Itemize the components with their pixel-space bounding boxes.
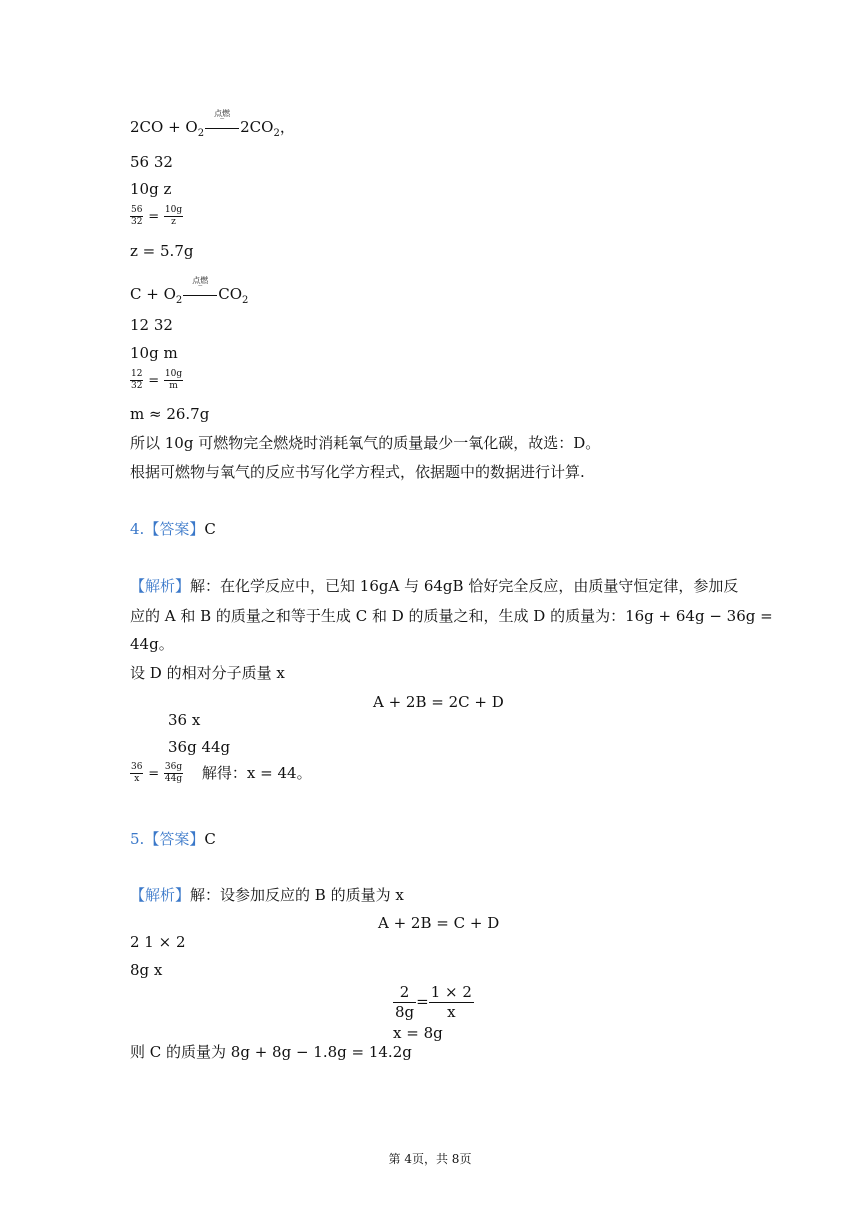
q5-row1: 2 1 × 2 xyxy=(130,933,186,951)
fraction: $\frac{10g}{m}$ xyxy=(164,369,183,391)
method-text: 根据可燃物与氧气的反应书写化学方程式，依据题中的数据进行计算. xyxy=(130,463,585,481)
equation-co: $2CO + O_2$ 点燃 ‾ $2CO_2$， xyxy=(130,109,295,139)
c-result: m ≈ 26.7g xyxy=(130,405,210,423)
c-mass-row: 12 32 xyxy=(130,316,173,334)
q5-answer-line: 5.【答案】C xyxy=(130,830,216,848)
page-footer: 第 4页，共 8页 xyxy=(388,1152,472,1166)
q4-setup: 设 D 的相对分子质量 x xyxy=(130,664,285,682)
fraction: $\frac{12}{32}$ xyxy=(131,369,143,391)
q5-proportion: $\frac{2}{8g}$ = $\frac{1 \times 2}{x}$ xyxy=(395,983,472,1021)
fraction: $\frac{1 \times 2}{x}$ xyxy=(430,983,472,1021)
q4-analysis-line3: 44g。 xyxy=(130,635,174,653)
q4-proportion: $\frac{36}{x}$ = $\frac{36g}{44g}$ 解得：x = 44。 xyxy=(131,762,312,784)
q4-equation: A + 2B = 2C + D xyxy=(373,693,504,711)
q4-answer-line: 4.【答案】C xyxy=(130,520,216,538)
q4-analysis-line1: 【解析】解：在化学反应中，已知 16gA 与 64gB 恰好完全反应，由质量守恒定律，参加反 xyxy=(130,577,739,595)
co-mass-row: 56 32 xyxy=(130,153,173,171)
q5-final: 则 C 的质量为 8g + 8g − 1.8g = 14.2g xyxy=(130,1043,412,1061)
q4-row2: 36g 44g xyxy=(168,738,231,756)
fraction: $\frac{36}{x}$ xyxy=(131,762,143,784)
co-proportion: $\frac{56}{32}$ = $\frac{10g}{z}$ xyxy=(131,205,183,227)
co-given-row: 10g z xyxy=(130,180,172,198)
fraction: $\frac{36g}{44g}$ xyxy=(164,762,183,784)
q5-equation: A + 2B = C + D xyxy=(378,914,500,932)
fraction: $\frac{10g}{z}$ xyxy=(164,205,183,227)
q5-result: x = 8g xyxy=(393,1024,443,1042)
equation-c: $C + O_2$ 点燃 ‾ $CO_2$ xyxy=(130,276,249,306)
q4-analysis-line2: 应的 A 和 B 的质量之和等于生成 C 和 D 的质量之和，生成 D 的质量为：16g + 64g − 36g = xyxy=(130,607,773,625)
reaction-arrow: 点燃 ‾ xyxy=(183,288,217,302)
c-proportion: $\frac{12}{32}$ = $\frac{10g}{m}$ xyxy=(131,369,183,391)
reaction-arrow: 点燃 ‾ xyxy=(205,121,239,135)
q4-row1: 36 x xyxy=(168,711,201,729)
fraction: $\frac{56}{32}$ xyxy=(131,205,143,227)
q5-row2: 8g x xyxy=(130,961,163,979)
q5-analysis-line1: 【解析】解：设参加反应的 B 的质量为 x xyxy=(130,886,404,904)
fraction: $\frac{2}{8g}$ xyxy=(395,983,415,1021)
conclusion-text: 所以 10g 可燃物完全燃烧时消耗氧气的质量最少一氧化碳，故选：D。 xyxy=(130,434,601,452)
c-given-row: 10g m xyxy=(130,344,178,362)
co-result: z = 5.7g xyxy=(130,242,194,260)
